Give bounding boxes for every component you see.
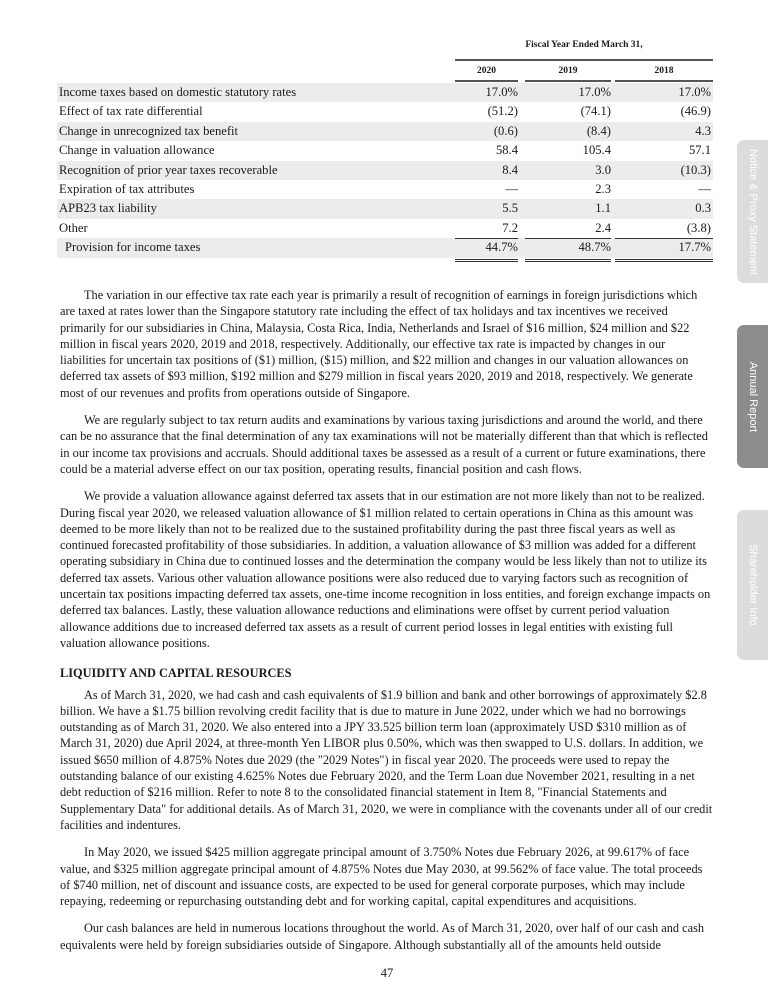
table-row bbox=[57, 122, 713, 141]
tab-notice-proxy-statement[interactable] bbox=[737, 140, 768, 283]
cell-value-2018: 57.1 bbox=[688, 143, 711, 158]
paragraph: The variation in our effective tax rate each year is primarily a result of recognition of earnings in foreign jurisdictions which are taxed at rates lower than the Singapore statutory rate including the effect of tax holidays and tax incentives we received primarily for our subsidiaries in China, Malaysia, Costa Rica, India, Netherlands and Israel of $16 million, $24 million and $22 million in fiscal years 2020, 2019 and 2018, respectively. Additionally, our effective tax rate is impacted by changes in our liabilities for uncertain tax positions of ($1) million, ($15) million, and $22 million and changes in our valuation allowances on deferred tax assets of $93 million, $192 million and $279 million in fiscal years 2020, 2019 and 2018, respectively. We generate most of our revenues and profits from operations outside of Singapore. bbox=[60, 288, 698, 400]
cell-value-2019: (74.1) bbox=[580, 104, 611, 119]
cell-value-2019: 2.3 bbox=[595, 181, 611, 196]
cell-value-2018: 17.0% bbox=[678, 85, 711, 99]
table-row bbox=[57, 180, 713, 199]
cell-value-2020: 8.4 bbox=[502, 162, 518, 177]
cell-value-2019: 17.0% bbox=[578, 85, 611, 99]
tab-shareholder-info[interactable] bbox=[737, 510, 768, 660]
page-number: 47 bbox=[380, 965, 394, 980]
cell-value-2019: 105.4 bbox=[582, 143, 611, 158]
header-rule bbox=[455, 59, 713, 61]
cell-value-2020: 58.4 bbox=[495, 143, 518, 158]
table-header: Fiscal Year Ended March 31, bbox=[525, 40, 643, 50]
row-label: APB23 tax liability bbox=[59, 201, 157, 216]
table-row bbox=[57, 83, 713, 102]
cell-value-2018: 0.3 bbox=[695, 201, 711, 216]
row-label: Recognition of prior year taxes recoverable bbox=[59, 162, 278, 177]
body-text bbox=[60, 287, 714, 981]
tab-annual-report[interactable] bbox=[737, 325, 768, 468]
table-row bbox=[57, 102, 713, 121]
table-body bbox=[57, 83, 713, 258]
row-label: Provision for income taxes bbox=[65, 240, 201, 255]
cell-value-2019: 2.4 bbox=[595, 220, 611, 235]
paragraph: In May 2020, we issued $425 million aggregate principal amount of 3.750% Notes due February 2026, at 99.617% of face value, and $325 million aggregate principal amount of 4.875% Notes due May 2030, at 99.562% of face value. The total proceeds of $740 million, net of discount and issuance costs, are expected to be used for general corporate purposes, which may include repaying, redeeming or repurchasing outstanding debt and for working capital, capital expenditures and acquisitions. bbox=[60, 845, 703, 909]
row-label: Expiration of tax attributes bbox=[59, 181, 195, 196]
table-row bbox=[57, 161, 713, 180]
cell-value-2020: (0.6) bbox=[493, 123, 518, 138]
subtotal-rule bbox=[615, 238, 713, 239]
row-label: Income taxes based on domestic statutory rates bbox=[59, 85, 297, 99]
tab-label: Annual Report bbox=[746, 361, 759, 432]
cell-value-2020: 44.7% bbox=[485, 240, 518, 255]
cell-value-2018: — bbox=[698, 181, 711, 196]
total-double-rule bbox=[615, 259, 713, 264]
cell-value-2019: 1.1 bbox=[595, 201, 611, 216]
cell-value-2019: 48.7% bbox=[578, 240, 611, 255]
col-rule bbox=[455, 80, 518, 82]
paragraph: As of March 31, 2020, we had cash and cash equivalents of $1.9 billion and bank and other borrowings of approximately $2.8 billion. We have a $1.75 billion revolving credit facility that is due to mature in June 2022, under which we had no borrowings outstanding as of March 31, 2020. We also entered into a JPY 33.525 billion term loan (approximately USD $310 million as of March 31, 2020) due April 2024, at three-month Yen LIBOR plus 0.50%, which was then swapped to U.S. dollars. In addition, we issued $650 million of 4.875% Notes due 2029 (the "2029 Notes") in fiscal year 2020. The proceeds were used to repay the outstanding balance of our existing 4.625% Notes due February 2020, and the Term Loan due November 2021, resulting in a net debt reduction of $216 million. Refer to note 8 to the consolidated financial statement in Item 8, "Financial Statements and Supplementary Data" for additional details. As of March 31, 2020, we were in compliance with the covenants under all of our credit facilities and indentures. bbox=[60, 687, 713, 832]
paragraph: We provide a valuation allowance against deferred tax assets that in our estimation are not more likely than not to be realized. During fiscal year 2020, we released valuation allowance of $1 million related to certain operations in China as this amount was deemed to be more likely than not to be realized due to the sustained profitability during the past three fiscal years as well as continued forecasted profitability of those subsidiaries. In addition, a valuation allowance of $3 million was added for a different operating subsidiary in China due to continued losses and the determination the company would be less likely than not to utilize its deferred tax assets. Various other valuation allowance positions were also reduced due to varying factors such as recognition of uncertain tax positions impacting deferred tax assets, one-time income recognition in loss entities, and foreign exchange impacts on deferred tax balances. Lastly, these valuation allowance reductions and eliminations were offset by current period valuation allowance additions due to increased deferred tax assets as a result of current period losses in legal entities with existing full valuation allowance positions. bbox=[60, 489, 711, 650]
subtotal-rule bbox=[455, 238, 518, 239]
table-row bbox=[57, 199, 713, 218]
col-2018: 2018 bbox=[654, 66, 674, 76]
paragraph: Our cash balances are held in numerous locations throughout the world. As of March 31, 2020, over half of our cash and cash equivalents were held by foreign subsidiaries outside of Singapore. Although substantially all of the amounts held outside bbox=[60, 921, 705, 952]
subtotal-rule bbox=[525, 238, 611, 239]
row-label: Change in valuation allowance bbox=[59, 143, 215, 158]
total-double-rule bbox=[455, 259, 518, 264]
paragraph: We are regularly subject to tax return audits and examinations by various taxing jurisdictions and around the world, and there can be no assurance that the final determination of any tax examinations will not be materially different than that which is reflected in our income tax provisions and accruals. Should additional taxes be assessed as a result of a current or future examinations, there could be a material adverse effect on our tax position, operating results, financial position and cash flows. bbox=[60, 413, 708, 476]
cell-value-2020: 7.2 bbox=[502, 220, 518, 235]
cell-value-2018: (10.3) bbox=[680, 162, 711, 177]
row-label: Effect of tax rate differential bbox=[59, 104, 203, 119]
cell-value-2020: — bbox=[505, 181, 518, 196]
col-2020: 2020 bbox=[477, 66, 496, 76]
cell-value-2020: 5.5 bbox=[502, 201, 518, 216]
row-label: Other bbox=[59, 220, 88, 235]
cell-value-2018: 4.3 bbox=[695, 123, 711, 138]
cell-value-2018: (3.8) bbox=[686, 220, 711, 235]
cell-value-2018: 17.7% bbox=[678, 240, 711, 255]
tab-label: Notice & Proxy Statement bbox=[746, 148, 759, 275]
total-row bbox=[57, 238, 713, 257]
cell-value-2019: 3.0 bbox=[595, 162, 611, 177]
col-rule bbox=[525, 80, 611, 82]
tab-label: Shareholder Info bbox=[746, 544, 759, 626]
col-2019: 2019 bbox=[558, 66, 578, 76]
col-rule bbox=[615, 80, 713, 82]
cell-value-2018: (46.9) bbox=[680, 104, 711, 119]
table-row bbox=[57, 141, 713, 160]
section-heading: LIQUIDITY AND CAPITAL RESOURCES bbox=[60, 666, 292, 681]
table-row bbox=[57, 219, 713, 238]
cell-value-2019: (8.4) bbox=[586, 123, 611, 138]
total-double-rule bbox=[525, 259, 611, 264]
cell-value-2020: (51.2) bbox=[487, 104, 518, 119]
cell-value-2020: 17.0% bbox=[485, 85, 518, 99]
row-label: Change in unrecognized tax benefit bbox=[59, 123, 239, 138]
